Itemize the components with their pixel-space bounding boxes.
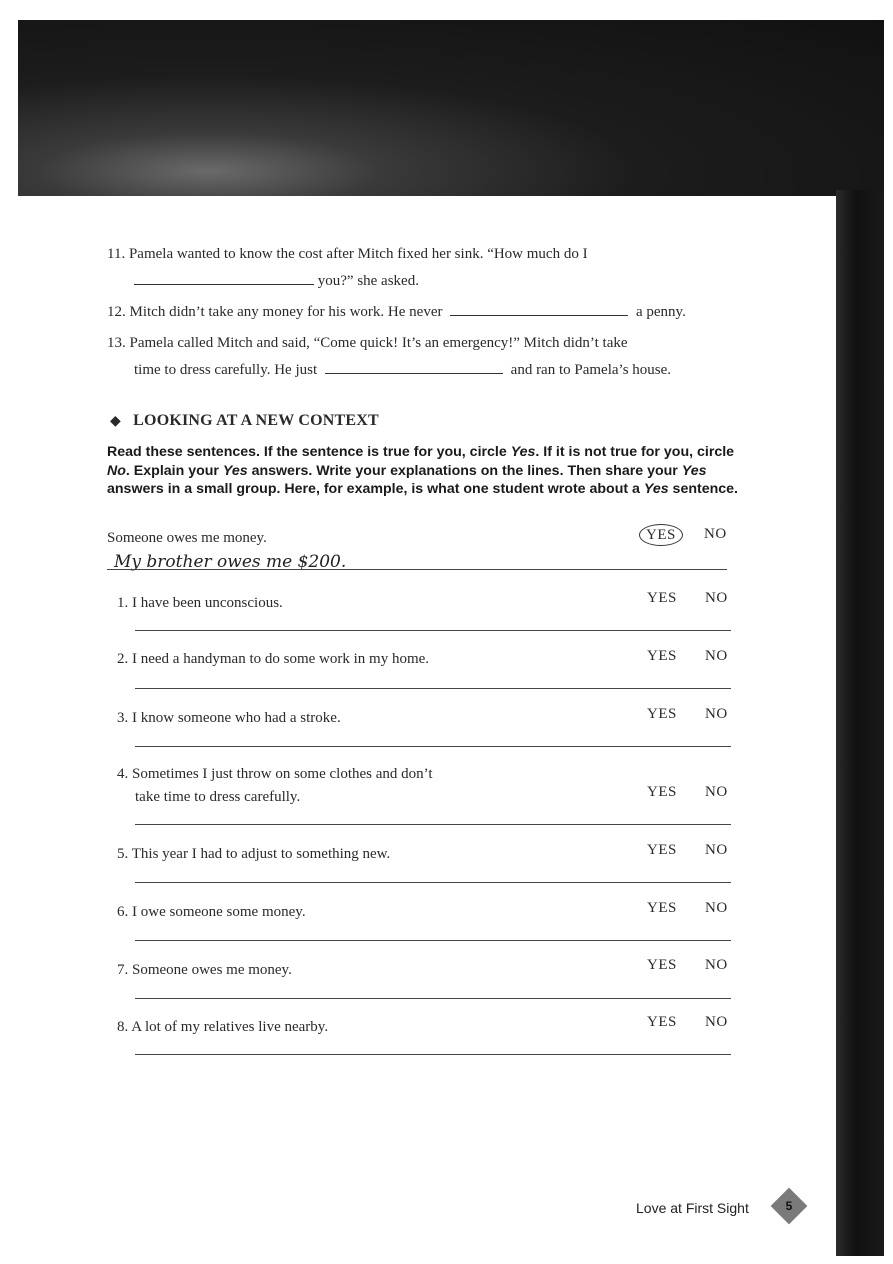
question-text: I owe someone some money. [132,904,306,920]
answer-line[interactable] [135,1054,731,1055]
question-number: 6. [117,904,129,920]
question-text-line2: take time to dress carefully. [135,789,301,805]
answer-blank[interactable] [450,314,628,316]
item-text: a penny. [635,304,686,320]
yes-option[interactable]: YES [647,590,677,606]
item-text: Mitch didn’t take any money for his work. He never [129,304,443,320]
question-item [117,845,390,863]
handwritten-answer: My brother owes me $200. [114,552,347,572]
instructions: Read these sentences. If the sentence is true for you, circle Yes. If it is not true for you, circle No. Explain your Yes answers. Write your explanations on the lines. Then share your Yes answers in a small group. Here, for example, is what one student wrote about a Yes sentence. [107,444,739,497]
no-option[interactable]: NO [705,1014,728,1030]
example-yes-circled[interactable]: YES [639,524,683,546]
answer-line[interactable] [135,630,731,631]
yes-option[interactable]: YES [647,842,677,858]
question-item [117,650,429,668]
item-number: 12. [107,304,126,320]
question-number: 1. [117,595,129,611]
yes-option[interactable]: YES [647,957,677,973]
question-item [117,1018,328,1036]
item-11-line2 [134,272,419,290]
question-number: 3. [117,710,129,726]
question-number: 7. [117,962,129,978]
question-number: 5. [117,846,129,862]
item-11 [107,245,588,263]
item-text: Pamela wanted to know the cost after Mitch fixed her sink. “How much do I [128,246,588,262]
no-option[interactable]: NO [705,842,728,858]
item-number: 13. [107,335,126,351]
yes-option[interactable]: YES [647,784,677,800]
question-text: I have been unconscious. [132,595,283,611]
worksheet-page [18,196,836,1256]
page-number: 5 [785,1199,793,1213]
yes-option[interactable]: YES [647,900,677,916]
question-item [117,709,341,727]
item-text: Pamela called Mitch and said, “Come quick! It’s an emergency!” Mitch didn’t take [129,335,628,351]
answer-blank[interactable] [325,372,503,374]
item-13 [107,334,628,352]
answer-line[interactable] [135,882,731,883]
yes-option[interactable]: YES [647,648,677,664]
question-text: A lot of my relatives live nearby. [131,1019,329,1035]
scanner-shadow-right [836,190,884,1256]
answer-line[interactable] [135,998,731,999]
answer-line[interactable] [135,746,731,747]
question-text: This year I had to adjust to something new. [131,846,391,862]
answer-line [107,569,727,570]
section-heading [110,412,379,430]
example-no[interactable]: NO [704,526,727,542]
question-number: 2. [117,651,129,667]
yes-option[interactable]: YES [647,706,677,722]
question-item [117,594,283,612]
example-sentence: Someone owes me money. [107,530,267,546]
no-option[interactable]: NO [705,900,728,916]
answer-line[interactable] [135,940,731,941]
diamond-icon: ◆ [110,414,121,429]
no-option[interactable]: NO [705,706,728,722]
no-option[interactable]: NO [705,648,728,664]
answer-blank[interactable] [134,283,314,285]
question-item [117,961,292,979]
question-text: I need a handyman to do some work in my home. [132,651,430,667]
no-option[interactable]: NO [705,590,728,606]
item-text: time to dress carefully. He just [134,362,318,378]
no-option[interactable]: NO [705,957,728,973]
section-title: LOOKING AT A NEW CONTEXT [133,412,379,429]
item-text: you?” she asked. [317,273,419,289]
item-13-line2 [134,361,671,379]
item-text: and ran to Pamela’s house. [510,362,672,378]
question-number: 8. [117,1019,129,1035]
question-text: Someone owes me money. [132,962,292,978]
yes-option[interactable]: YES [647,1014,677,1030]
scanner-shadow-top [18,20,884,198]
answer-line[interactable] [135,824,731,825]
answer-line[interactable] [135,688,731,689]
question-item [117,765,433,783]
question-text: I know someone who had a stroke. [132,710,341,726]
no-option[interactable]: NO [705,784,728,800]
question-number: 4. [117,766,129,782]
item-number: 11. [107,246,126,262]
item-12 [107,303,686,321]
question-text: Sometimes I just throw on some clothes and don’t [132,766,433,782]
chapter-title: Love at First Sight [636,1200,749,1216]
question-item [117,903,306,921]
